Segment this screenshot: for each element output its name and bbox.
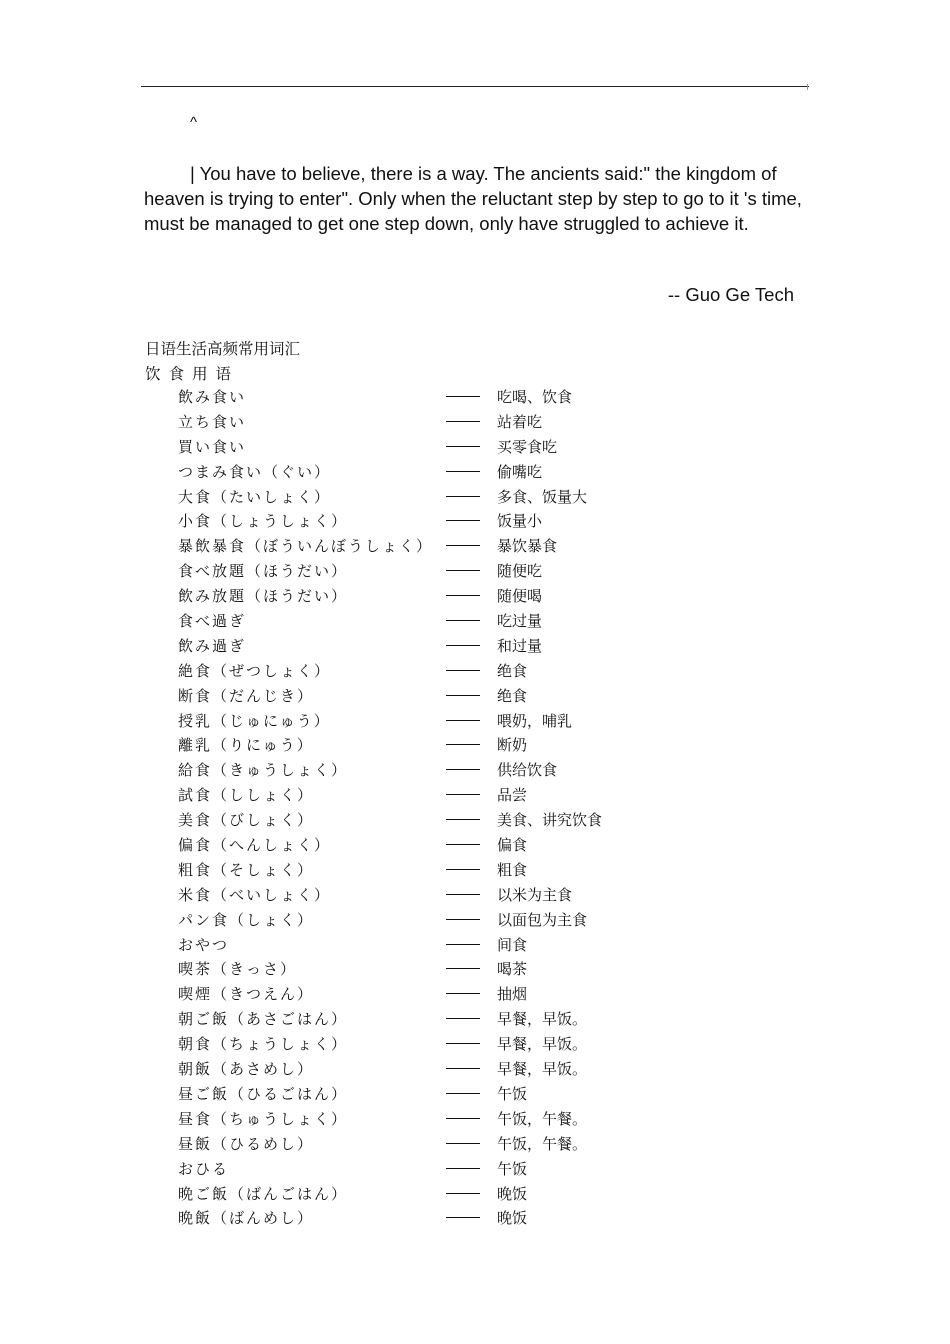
vocab-chinese-meaning: 午饭，午餐。 <box>497 1134 588 1153</box>
vocab-japanese-term: 飲み放題（ほうだい） <box>178 587 349 606</box>
vocab-japanese-term: 朝ご飯（あさごはん） <box>178 1010 349 1029</box>
vocab-japanese-term: 小食（しょうしょく） <box>178 512 349 531</box>
vocab-row <box>0 1156 950 1181</box>
vocab-japanese-term: 昼飯（ひるめし） <box>178 1134 315 1153</box>
vocab-row <box>0 434 950 459</box>
quote-attribution: -- Guo Ge Tech <box>667 284 794 305</box>
vocab-row <box>0 981 950 1006</box>
vocab-japanese-term: 晩飯（ばんめし） <box>178 1209 315 1228</box>
vocab-chinese-meaning: 买零食吃 <box>497 437 558 456</box>
vocab-japanese-term: 美食（びしょく） <box>178 811 315 830</box>
vocab-japanese-term: 偏食（へんしょく） <box>178 836 332 855</box>
vocab-dash-separator <box>446 720 480 721</box>
vocab-chinese-meaning: 绝食 <box>497 686 528 705</box>
vocab-row <box>0 857 950 882</box>
vocab-row <box>0 1205 950 1230</box>
vocab-japanese-term: 喫茶（きっさ） <box>178 960 298 979</box>
vocab-row <box>0 832 950 857</box>
vocab-dash-separator <box>446 769 480 770</box>
vocab-dash-separator <box>446 595 480 596</box>
vocab-dash-separator <box>446 396 480 397</box>
vocab-row <box>0 708 950 733</box>
vocab-japanese-term: 喫煙（きつえん） <box>178 985 315 1004</box>
vocab-row <box>0 1106 950 1131</box>
vocab-dash-separator <box>446 645 480 646</box>
vocab-chinese-meaning: 站着吃 <box>497 412 543 431</box>
vocab-japanese-term: パン食（しょく） <box>178 910 315 929</box>
header-rule-end-mark <box>807 84 808 90</box>
vocab-dash-separator <box>446 1018 480 1019</box>
vocab-chinese-meaning: 吃过量 <box>497 612 543 631</box>
vocab-japanese-term: 飲み過ぎ <box>178 636 247 655</box>
vocab-row <box>0 608 950 633</box>
vocab-dash-separator <box>446 695 480 696</box>
vocab-row <box>0 1006 950 1031</box>
vocab-chinese-meaning: 多食、饭量大 <box>497 487 588 506</box>
vocab-chinese-meaning: 供给饮食 <box>497 761 558 780</box>
vocab-dash-separator <box>446 1118 480 1119</box>
vocab-chinese-meaning: 随便吃 <box>497 562 543 581</box>
vocab-chinese-meaning: 抽烟 <box>497 985 528 1004</box>
vocab-row <box>0 633 950 658</box>
vocab-row <box>0 956 950 981</box>
vocab-chinese-meaning: 以米为主食 <box>497 885 573 904</box>
vocab-row <box>0 1031 950 1056</box>
vocab-japanese-term: 粗食（そしょく） <box>178 860 315 879</box>
vocab-chinese-meaning: 饭量小 <box>497 512 543 531</box>
section-title: 饮食用语 <box>145 365 240 383</box>
vocab-dash-separator <box>446 944 480 945</box>
motivational-quote: | You have to believe, there is a way. The ancients said:" the kingdom of heaven is trying to enter". Only when the reluctant step by step to go to it 's time, must be managed to get one step down, only have struggled to achieve it. <box>144 163 802 234</box>
vocab-japanese-term: 離乳（りにゅう） <box>178 736 314 755</box>
vocab-chinese-meaning: 吃喝、饮食 <box>497 388 573 406</box>
vocab-japanese-term: 買い食い <box>178 437 247 456</box>
vocab-dash-separator <box>446 869 480 870</box>
vocab-dash-separator <box>446 744 480 745</box>
vocab-row <box>0 732 950 757</box>
vocab-dash-separator <box>446 670 480 671</box>
vocab-dash-separator <box>446 545 480 546</box>
vocab-chinese-meaning: 和过量 <box>497 636 543 655</box>
vocab-dash-separator <box>446 894 480 895</box>
vocab-japanese-term: 晩ご飯（ばんごはん） <box>178 1184 349 1203</box>
vocab-title: 日语生活高频常用词汇 <box>145 340 301 358</box>
vocab-row <box>0 533 950 558</box>
vocab-dash-separator <box>446 471 480 472</box>
vocab-dash-separator <box>446 1068 480 1069</box>
vocab-row <box>0 907 950 932</box>
vocab-japanese-term: おひる <box>178 1159 230 1178</box>
vocab-japanese-term: 授乳（じゅにゅう） <box>178 711 331 730</box>
vocab-row <box>0 508 950 533</box>
vocab-chinese-meaning: 偏食 <box>497 836 528 855</box>
vocab-japanese-term: おやつ <box>178 935 230 954</box>
vocab-dash-separator <box>446 844 480 845</box>
vocab-dash-separator <box>446 1043 480 1044</box>
vocab-list <box>0 384 950 1230</box>
vocab-dash-separator <box>446 1143 480 1144</box>
vocab-dash-separator <box>446 570 480 571</box>
vocab-row <box>0 1056 950 1081</box>
vocab-dash-separator <box>446 819 480 820</box>
vocab-dash-separator <box>446 993 480 994</box>
vocab-chinese-meaning: 午饭 <box>497 1084 528 1103</box>
vocab-chinese-meaning: 偷嘴吃 <box>497 462 543 481</box>
vocab-dash-separator <box>446 794 480 795</box>
vocab-chinese-meaning: 晚饭 <box>497 1209 528 1228</box>
header-caret: ^ <box>190 114 198 131</box>
vocab-japanese-term: 大食（たいしょく） <box>178 487 332 506</box>
vocab-row <box>0 459 950 484</box>
vocab-dash-separator <box>446 1093 480 1094</box>
vocab-japanese-term: 米食（べいしょく） <box>178 885 332 904</box>
vocab-chinese-meaning: 绝食 <box>497 661 528 680</box>
vocab-chinese-meaning: 早餐，早饭。 <box>497 1010 588 1029</box>
vocab-row <box>0 658 950 683</box>
vocab-japanese-term: 飲み食い <box>178 388 247 406</box>
vocab-row <box>0 1181 950 1206</box>
vocab-row <box>0 807 950 832</box>
vocab-chinese-meaning: 午饭 <box>497 1159 528 1178</box>
vocab-japanese-term: 昼食（ちゅうしょく） <box>178 1109 349 1128</box>
vocab-dash-separator <box>446 968 480 969</box>
vocab-dash-separator <box>446 919 480 920</box>
vocab-japanese-term: 朝飯（あさめし） <box>178 1060 315 1079</box>
vocab-chinese-meaning: 间食 <box>497 935 528 954</box>
vocab-japanese-term: 昼ご飯（ひるごはん） <box>178 1084 349 1103</box>
vocab-row <box>0 782 950 807</box>
vocab-chinese-meaning: 晚饭 <box>497 1184 528 1203</box>
vocab-japanese-term: 試食（ししょく） <box>178 786 315 805</box>
vocab-chinese-meaning: 早餐，早饭。 <box>497 1060 588 1079</box>
vocab-japanese-term: 食べ過ぎ <box>178 612 247 631</box>
vocab-row <box>0 1081 950 1106</box>
vocab-row <box>0 757 950 782</box>
vocab-japanese-term: 絶食（ぜつしょく） <box>178 661 332 680</box>
vocab-japanese-term: 断食（だんじき） <box>178 686 315 705</box>
vocab-chinese-meaning: 喝茶 <box>497 960 528 979</box>
vocab-japanese-term: つまみ食い（ぐい） <box>178 462 332 481</box>
vocab-row <box>0 558 950 583</box>
vocab-japanese-term: 立ち食い <box>178 412 247 431</box>
vocab-chinese-meaning: 美食、讲究饮食 <box>497 811 603 830</box>
vocab-row <box>0 882 950 907</box>
vocab-chinese-meaning: 断奶 <box>497 736 528 755</box>
vocab-dash-separator <box>446 496 480 497</box>
vocab-dash-separator <box>446 1168 480 1169</box>
vocab-chinese-meaning: 以面包为主食 <box>497 910 588 929</box>
vocab-row <box>0 484 950 509</box>
vocab-row <box>0 1131 950 1156</box>
vocab-row <box>0 409 950 434</box>
vocab-chinese-meaning: 暴饮暴食 <box>497 537 558 556</box>
vocab-dash-separator <box>446 1193 480 1194</box>
vocab-japanese-term: 給食（きゅうしょく） <box>178 761 349 780</box>
vocab-chinese-meaning: 品尝 <box>497 786 528 805</box>
vocab-chinese-meaning: 午饭，午餐。 <box>497 1109 588 1128</box>
vocab-chinese-meaning: 随便喝 <box>497 587 543 606</box>
vocab-chinese-meaning: 喂奶，哺乳 <box>497 711 573 730</box>
vocab-row <box>0 683 950 708</box>
vocab-dash-separator <box>446 620 480 621</box>
vocab-dash-separator <box>446 520 480 521</box>
vocab-chinese-meaning: 早餐，早饭。 <box>497 1035 588 1054</box>
vocab-row <box>0 384 950 409</box>
vocab-row <box>0 932 950 957</box>
vocab-dash-separator <box>446 421 480 422</box>
vocab-japanese-term: 暴飲暴食（ぼういんぼうしょく） <box>178 537 434 556</box>
vocab-chinese-meaning: 粗食 <box>497 860 528 879</box>
vocab-japanese-term: 食べ放題（ほうだい） <box>178 562 349 581</box>
vocab-dash-separator <box>446 446 480 447</box>
vocab-dash-separator <box>446 1217 480 1218</box>
vocab-row <box>0 583 950 608</box>
header-rule <box>141 86 809 87</box>
vocab-japanese-term: 朝食（ちょうしょく） <box>178 1035 349 1054</box>
